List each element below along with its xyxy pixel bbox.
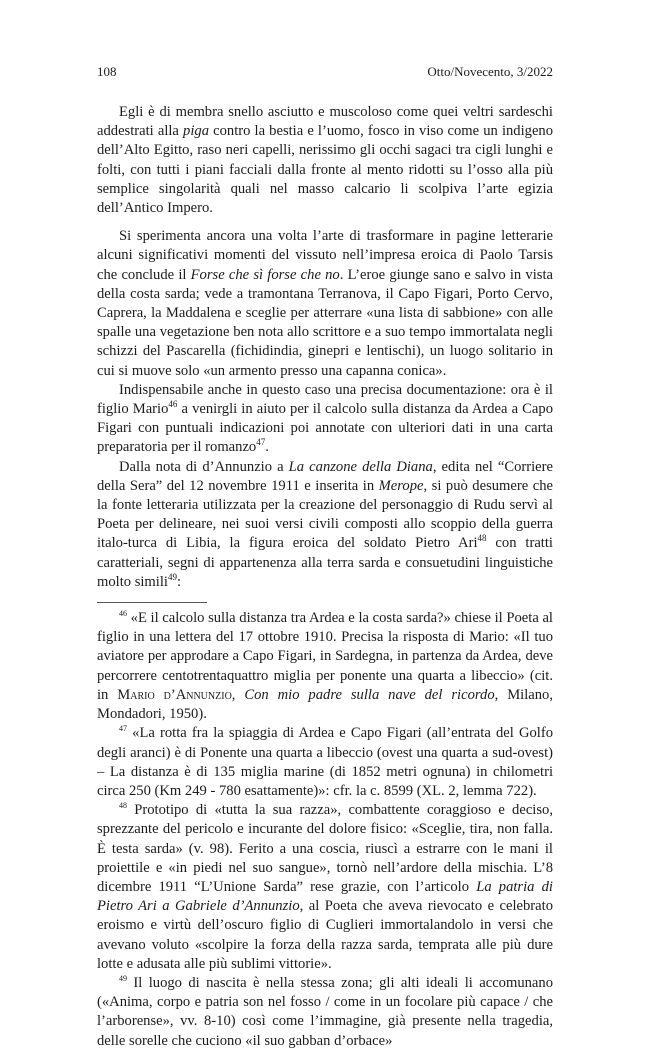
footnote-49: $^{49}$ Il luogo di nascita è nella stessa zona; gli alti ideali li accomunano («Anima, corpo e patria son nel fosso / come in un focolare più capace / che l’arborense», vv. 8-10) così come l’immagine, già presente nella tragedia, delle sorelle che cuciono «il suo gabban d’orbace» [97,974,553,1049]
footnote-47: $^{47}$ «La rotta fra la spiaggia di Ardea e Capo Figari (all’entrata del Golfo degli aranci) è di Ponente una quarta a libeccio (ovest una quarta a sud-ovest) – La distanza è di 135 miglia marine (di 1852 metri ognuna) in chilometri circa 250 (Km 249 - 780 esattamente)»: cfr. la c. 8599 (XL. 2, lemma 722). [97,724,553,799]
footnote-divider [97,602,207,603]
footnote-ref[interactable]: 49 [167,572,177,583]
page-number: 108 [97,64,117,79]
footnote-46: $^{46}$ «E il calcolo sulla distanza tra Ardea e la costa sarda?» chiese il Poeta al figlio in una lettera del 17 ottobre 1910. Precisa la risposta di Mario: «Il tuo aviatore per approdare a Capo Figari, in Sardegna, in partenza da Ardea, deve percorrere centotrentaquattro miglia per ponente una quarta a libeccio» (cit. in Mario d’Annunzio, Con mio padre sulla nave del ricordo, Milano, Mondadori, 1950). [97,609,553,723]
footnote-ref[interactable]: 46 [168,399,178,410]
paragraph: Indispensabile anche in questo caso una precisa documentazione: ora è il figlio Mario$^{46}$ a venirgli in aiuto per il calcolo sulla distanza da Ardea a Capo Figari con puntuali indicazioni poi annotate con ulteriori dati in una carta preparatoria per il romanzo$^{47}$. [97,381,553,456]
footnote-ref[interactable]: 48 [477,533,487,544]
quoted-paragraph: Egli è di membra snello asciutto e muscoloso come quei veltri sardeschi addestrati alla piga contro la bestia e l’uomo, fosco in viso come un indigeno dell’Alto Egitto, raso neri capelli, nerissimo gli occhi sagaci tra cigli lunghi e folti, con tutti i piani facciali dalla fronte al mento ridotti su l’osso alla più semplice singolarità quali nel masso calcario li scolpiva l’arte egizia dell’Antico Impero. [97,104,554,217]
footnote-ref[interactable]: 47 [256,437,266,448]
running-header [97,64,553,82]
paragraph: Si sperimenta ancora una volta l’arte di trasformare in pagine letterarie alcuni significativi momenti del vissuto nell’impresa eroica di Paolo Tarsis che conclude il Forse che sì forse che no. L’eroe giunge sano e salvo in vista della costa sarda; vede a tramontana Terranova, il Capo Figari, Porto Cervo, Caprera, la Maddalena e sceglie per atterrare «una lista di sabbione» con alle spalle una vegetazione ben nota allo scrittore e a suo tempo immortalata negli schizzi del Pascarella (fichidindia, ginepri e lentischi), un luogo solitario in cui si muove solo «un armento presso una capanna conica». [97,228,553,379]
footnote-48: $^{48}$ Prototipo di «tutta la sua razza», combattente coraggioso e deciso, sprezzante del pericolo e incurante del dolore fisico: «Sceglie, tira, non falla. È testa sarda» (v. 98). Ferito a una coscia, riuscì a estrarre con le mani il proiettile e «in piedi nel suo sangue», tornò nell’ardore della mischia. L’8 dicembre 1911 “L’Unione Sarda” rese grazie, con l’articolo La patria di Pietro Ari a Gabriele d’Annunzio, al Poeta che aveva rievocato e celebrato eroismo e virtù dell’oscuro figlio di Cuglieri immortalandolo in versi che avevano voluto «scolpire la forza della razza sarda, temprata alle più dure lotte e adusata alle più sublimi vittorie». [97,801,553,972]
paragraph: Dalla nota di d’Annunzio a La canzone della Diana, edita nel “Corriere della Sera” del 12 novembre 1911 e inserita in Merope, si può desumere che la fonte letteraria utilizzata per la creazione del personaggio di Rudu servì al Poeta per delineare, nei suoi versi civili composti allo scoppio della guerra italo-turca di Libia, la figura eroica del soldato Pietro Ari$^{48}$ con tratti caratteriali, segni di appartenenza alla terra sarda e consuetudini linguistiche molto simili$^{49}$: [97,458,553,590]
journal-title: Otto/Novecento, 3/2022 [427,64,553,79]
main-text [97,103,553,1051]
